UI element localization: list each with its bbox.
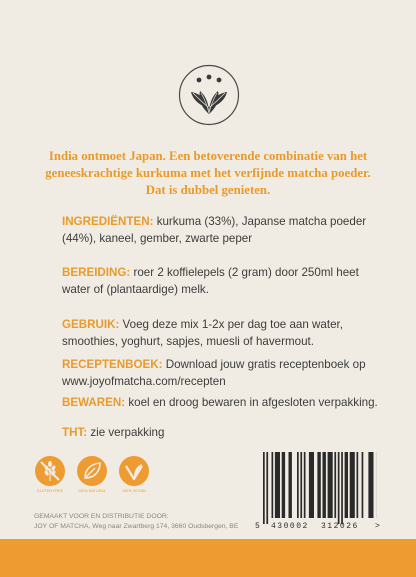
barcode-bar: [362, 452, 364, 518]
section-label: GEBRUIK:: [62, 318, 120, 331]
barcode-bar: [334, 452, 336, 518]
section-text: Download jouw gratis receptenboek op www.joyofmatcha.com/recepten: [62, 358, 366, 388]
barcode-bar: [350, 452, 355, 518]
section-text: Voeg deze mix 1-2x per dag toe aan water, smoothies, yoghurt, sapjes, muesli of havermout.: [62, 318, 343, 348]
barcode-bar: [289, 452, 292, 518]
certification-icons: [34, 455, 174, 503]
barcode-first-digit: 5: [255, 522, 260, 531]
section-label: RECEPTENBOEK:: [62, 358, 163, 371]
barcode-marker: >: [375, 522, 380, 531]
section-usage: [62, 316, 382, 350]
barcode-bar: [263, 452, 265, 524]
vegan-icon: [118, 455, 150, 487]
intro-text: India ontmoet Japan. Een betoverende combinatie van het geneeskrachtige kurkuma met het verfijnde matcha poeder. Dat is dubbel genieten.: [45, 149, 371, 197]
barcode-bar: [323, 452, 326, 518]
section-label: INGREDIËNTEN:: [62, 215, 154, 228]
logo-emblem-icon: [178, 64, 240, 126]
barcode-bar: [357, 452, 359, 518]
manufacturer-info: [34, 512, 264, 532]
section-text: kurkuma (33%), Japanse matcha poeder (44%), kaneel, gember, zwarte peper: [62, 215, 367, 245]
section-text: roer 2 koffielepels (2 gram) door 250ml heet water of (plantaardige) melk.: [62, 266, 359, 296]
section-ingredients: [62, 213, 382, 247]
section-label: BEREIDING:: [62, 266, 131, 279]
section-preparation: [62, 264, 382, 298]
section-label: THT:: [62, 426, 88, 439]
natural-icon: [76, 455, 108, 487]
barcode-bar: [266, 452, 268, 524]
icon-caption: 100% NATURAL: [78, 489, 106, 493]
section-label: BEWAREN:: [62, 396, 126, 409]
gluten-free-icon: [34, 455, 66, 487]
barcode-bars: [255, 452, 377, 524]
barcode-bar: [338, 452, 340, 524]
icon-caption: 100% VEGAN: [122, 489, 146, 493]
section-best-before: [62, 424, 382, 441]
section-recipe-book: [62, 356, 382, 390]
barcode-bar: [345, 452, 348, 518]
section-text: zie verpakking: [87, 426, 165, 439]
gluten-free-badge: [34, 455, 66, 494]
natural-badge: [76, 455, 108, 494]
footer-color-band: [0, 539, 416, 577]
barcode: [255, 452, 385, 532]
icon-caption: GLUTEN FREE: [36, 489, 64, 493]
barcode-bar: [272, 452, 274, 518]
barcode-bar: [368, 452, 373, 518]
manufacturer-line-2: JOY OF MATCHA, Weg naar Zwartberg 174, 3660 Oudsbergen, BE: [34, 523, 239, 530]
vegan-badge: [118, 455, 150, 494]
barcode-bar: [304, 452, 306, 518]
barcode-bar: [328, 452, 333, 518]
barcode-bar: [341, 452, 343, 524]
barcode-left-group: 430002: [271, 522, 309, 531]
barcode-bar: [297, 452, 299, 518]
section-storage: [62, 394, 382, 411]
barcode-bar: [317, 452, 320, 518]
barcode-bar: [300, 452, 302, 518]
section-text: koel en droog bewaren in afgesloten verpakking.: [125, 396, 378, 409]
barcode-bar: [309, 452, 314, 518]
barcode-bar: [275, 452, 280, 518]
barcode-right-group: 312026: [321, 522, 359, 531]
manufacturer-line-1: GEMAAKT VOOR EN DISTRIBUTIE DOOR:: [34, 513, 169, 520]
barcode-bar: [282, 452, 285, 518]
